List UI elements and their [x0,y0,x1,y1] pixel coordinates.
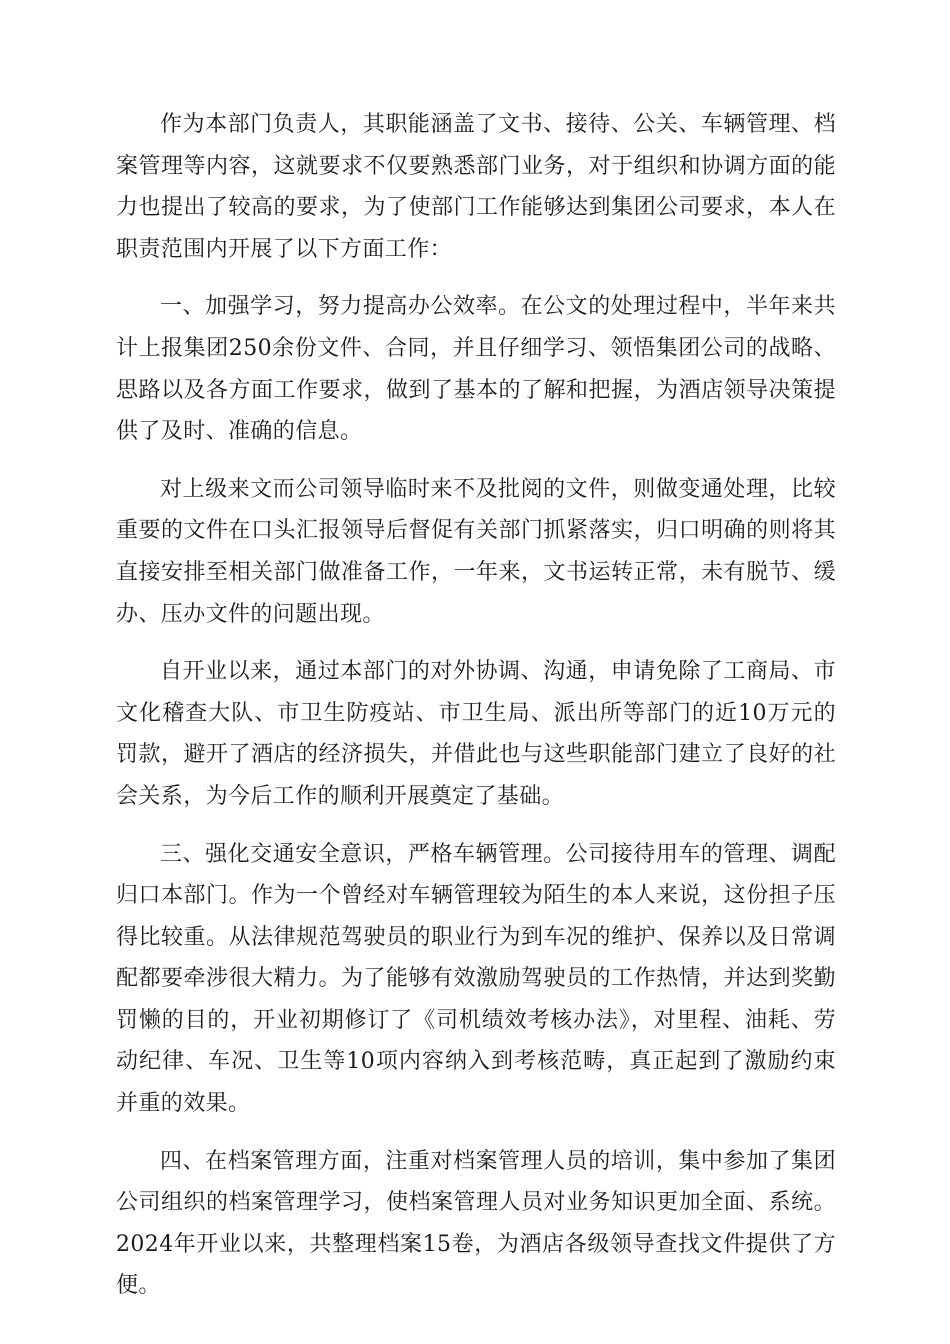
paragraph-document-handling: 对上级来文而公司领导临时来不及批阅的文件，则做变通处理，比较重要的文件在口头汇报领导后督促有关部门抓紧落实，归口明确的则将其直接安排至相关部门做准备工作，一年来，文书运转正常，未有脱节、缓办、压办文件的问题出现。 [116,476,836,627]
paragraph-section-1: 一、加强学习，努力提高办公效率。在公文的处理过程中，半年来共计上报集团250余份文件、合同，并且仔细学习、领悟集团公司的战略、思路以及各方面工作要求，做到了基本的了解和把握，为酒店领导决策提供了及时、准确的信息。 [116,294,836,445]
paragraph-external-coordination: 自开业以来，通过本部门的对外协调、沟通，申请免除了工商局、市文化稽查大队、市卫生防疫站、市卫生局、派出所等部门的近10万元的罚款，避开了酒店的经济损失，并借此也与这些职能部门建立了良好的社会关系，为今后工作的顺利开展奠定了基础。 [116,659,836,809]
document-body [116,104,836,1323]
paragraph-section-3: 三、强化交通安全意识，严格车辆管理。公司接待用车的管理、调配归口本部门。作为一个曾经对车辆管理较为陌生的本人来说，这份担子压得比较重。从法律规范驾驶员的职业行为到车况的维护、保养以及日常调配都要牵涉很大精力。为了能够有效激励驾驶员的工作热情，并达到奖勤罚懒的目的，开业初期修订了《司机绩效考核办法》，对里程、油耗、劳动纪律、车况、卫生等10项内容纳入到考核范畴，真正起到了激励约束并重的效果。 [116,841,836,1117]
paragraph-section-4: 四、在档案管理方面，注重对档案管理人员的培训，集中参加了集团公司组织的档案管理学习，使档案管理人员对业务知识更加全面、系统。2024年开业以来，共整理档案15卷，为酒店各级领导查找文件提供了方便。 [116,1148,836,1299]
paragraph-intro: 作为本部门负责人，其职能涵盖了文书、接待、公关、车辆管理、档案管理等内容，这就要求不仅要熟悉部门业务，对于组织和协调方面的能力也提出了较高的要求，为了使部门工作能够达到集团公司要求，本人在职责范围内开展了以下方面工作： [116,112,836,262]
